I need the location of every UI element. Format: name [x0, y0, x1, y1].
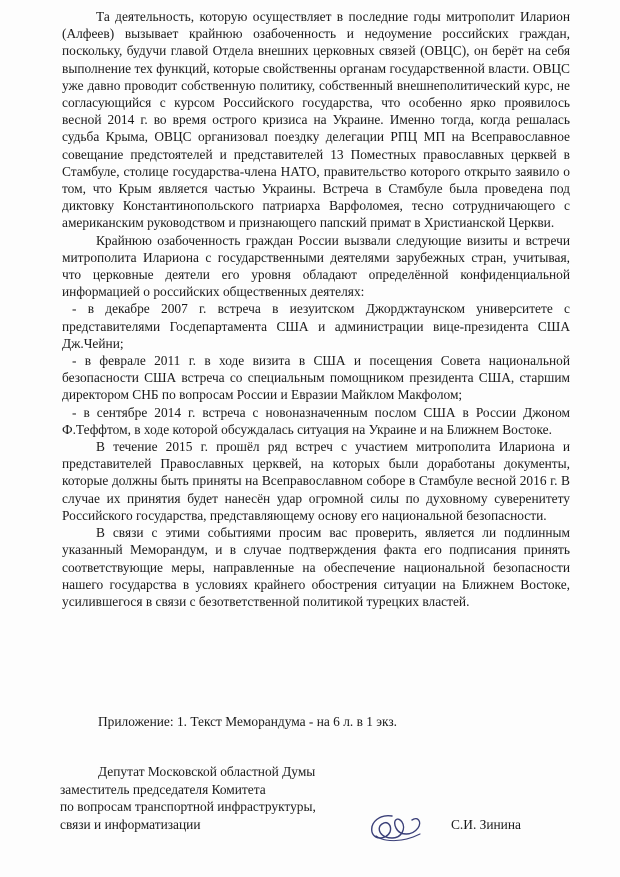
list-item-2011: - в феврале 2011 г. в ходе визита в США и посещения Совета национальной безопасности США встреча со специальным помощником президента США, старшим директором СНБ по вопросам России и Евразии Майклом Макфолом; [62, 353, 570, 403]
signer-title-line: связи и информатизации [60, 816, 201, 832]
list-item-2014: - в сентябре 2014 г. встреча с новоназначенным послом США в России Джоном Ф.Теффтом, в ходе которой обсуждалась ситуация на Украине и на Ближнем Востоке. [62, 404, 570, 437]
list-item-2007: - в декабре 2007 г. встреча в иезуитском Джорджтаунском университете с представителями Госдепартамента США и администрации вице-президента США Дж.Чейни; [62, 301, 570, 351]
handwritten-signature-icon [362, 806, 432, 846]
signature-block [60, 763, 316, 833]
paragraph-concern: Крайнюю озабоченность граждан России вызвали следующие визиты и встречи митрополита Илариона с государственными деятелями зарубежных стран, учитывая, что церковные деятели его уровня обладают определённой конфиденциальной информацией о российских общественных деятелях: [62, 232, 570, 300]
paragraph-intro: Та деятельность, которую осуществляет в последние годы митрополит Иларион (Алфеев) вызывает крайнюю озабоченность и недоумение российских граждан, поскольку, будучи главой Отдела внешних церковных связей (ОВЦС), он берёт на себя выполнение тех функций, которые свойственны органам государственной власти. ОВЦС уже давно проводит собственную политику, собственный внешнеполитический курс, не согласующийся с курсом Российского государства, что особенно ярко проявилось весной 2014 г. во время острого кризиса на Украине. Именно тогда, когда решалась судьба Крыма, ОВЦС организовал поездку делегации РПЦ МП на Всеправославное совещание предстоятелей и представителей 13 Поместных православных церквей в Стамбуле, столице государства-члена НАТО, правительство которого открыто заявило о том, что Крым является частью Украины. Встреча в Стамбуле была проведена под диктовку Константинопольского патриарха Варфоломея, тесно сотрудничающего с американским руководством и признающего папский примат в Христианской Церкви. [62, 9, 570, 231]
letter-body [62, 8, 570, 610]
signer-title-line: Депутат Московской областной Думы [98, 764, 316, 779]
signer-name: С.И. Зинина [451, 817, 521, 832]
signer-title-line: по вопросам транспортной инфраструктуры, [60, 799, 316, 814]
signer-title-line: заместитель председателя Комитета [60, 781, 266, 797]
paragraph-2015: В течение 2015 г. прошёл ряд встреч с участием митрополита Илариона и представителей Православных церквей, на которых были доработаны документы, которые должны быть приняты на Всеправославном соборе в Стамбуле весной 2016 г. В случае их принятия будет нанесён удар огромной силы по духовному суверенитету Российского государства, представляющему основу его национальной безопасности. [62, 439, 570, 523]
paragraph-request: В связи с этими событиями просим вас проверить, является ли подлинным указанный Меморандум, и в случае подтверждения факта его подписания принять соответствующие меры, направленные на обеспечение национальной безопасности нашего государства в условиях крайнего обострения ситуации на Ближнем Востоке, усилившегося в связи с безответственной политикой турецких властей. [62, 525, 570, 609]
appendix-note: Приложение: 1. Текст Меморандума - на 6 л. в 1 экз. [98, 714, 398, 729]
